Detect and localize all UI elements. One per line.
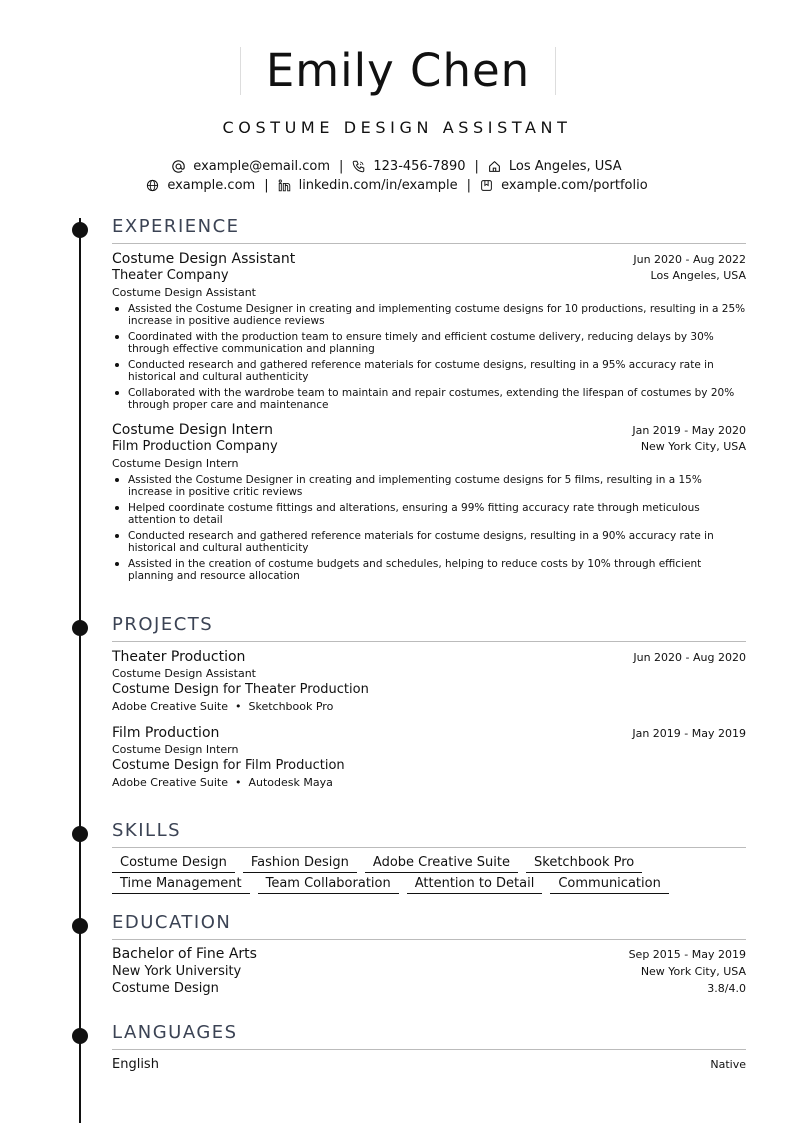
timeline-dot-education <box>72 918 88 934</box>
skill-tag: Time Management <box>112 875 250 894</box>
section-title: PROJECTS <box>112 614 214 635</box>
project-name: Theater Production <box>112 649 246 665</box>
tool-separator: • <box>235 776 242 789</box>
company-location: New York City, USA <box>640 440 746 453</box>
contact-phone[interactable] <box>352 159 465 174</box>
contact-portfolio[interactable] <box>480 178 648 193</box>
language-name: English <box>112 1057 159 1072</box>
contact-website[interactable] <box>146 178 255 193</box>
position-title: Costume Design Assistant <box>112 251 296 267</box>
languages-section <box>112 1021 746 1072</box>
section-title: EDUCATION <box>112 912 232 933</box>
project-entry <box>112 725 746 789</box>
experience-entry <box>112 251 746 411</box>
skill-tag: Adobe Creative Suite <box>365 854 518 873</box>
name-frame <box>240 44 556 97</box>
phone-icon <box>352 160 365 173</box>
section-divider <box>112 641 746 642</box>
website-text: example.com <box>167 178 256 193</box>
linkedin-icon <box>278 179 291 192</box>
language-level: Native <box>710 1058 746 1071</box>
education-section <box>112 911 746 996</box>
section-title: SKILLS <box>112 820 182 841</box>
bullet-item: Conducted research and gathered reference materials for costume designs, resulting in a 90% accuracy rate in historical and cultural authenticity <box>112 530 746 554</box>
project-tools <box>112 700 746 713</box>
skill-tag: Fashion Design <box>243 854 357 873</box>
timeline-dot-languages <box>72 1028 88 1044</box>
company-location: Los Angeles, USA <box>650 269 746 282</box>
tool-tag: Autodesk Maya <box>248 776 333 789</box>
location-text: Los Angeles, USA <box>508 159 622 174</box>
contact-line-2 <box>0 178 794 193</box>
project-role: Costume Design Assistant <box>112 667 256 680</box>
skill-tag: Costume Design <box>112 854 235 873</box>
contact-linkedin[interactable] <box>278 178 458 193</box>
phone-text: 123-456-7890 <box>373 159 466 174</box>
field-of-study: Costume Design <box>112 981 219 996</box>
project-description: Costume Design for Theater Production <box>112 682 369 697</box>
skills-row-1 <box>112 854 746 873</box>
project-name: Film Production <box>112 725 220 741</box>
section-divider <box>112 243 746 244</box>
separator: | <box>339 159 344 174</box>
at-icon <box>172 160 185 173</box>
position-subtitle: Costume Design Intern <box>112 457 239 470</box>
tool-tag: Adobe Creative Suite <box>112 776 228 789</box>
portfolio-icon <box>480 179 493 192</box>
project-description: Costume Design for Film Production <box>112 758 345 773</box>
contact-email[interactable] <box>172 159 330 174</box>
education-dates: Sep 2015 - May 2019 <box>628 948 746 961</box>
contact-line-1 <box>0 159 794 174</box>
skill-tag: Communication <box>550 875 668 894</box>
separator: | <box>264 178 269 193</box>
globe-icon <box>146 179 159 192</box>
bullet-item: Assisted in the creation of costume budgets and schedules, helping to reduce costs by 10% through efficient planning and resource allocation <box>112 558 746 582</box>
bullet-list <box>112 303 746 411</box>
position-subtitle: Costume Design Assistant <box>112 286 256 299</box>
skill-tag: Attention to Detail <box>407 875 543 894</box>
timeline-dot-experience <box>72 222 88 238</box>
section-title: EXPERIENCE <box>112 216 240 237</box>
language-row <box>112 1057 746 1072</box>
company-name: Film Production Company <box>112 439 278 454</box>
bullet-item: Helped coordinate costume fittings and alterations, ensuring a 99% fitting accuracy rate through meticulous attention to detail <box>112 502 746 526</box>
email-text: example@email.com <box>193 159 330 174</box>
company-name: Theater Company <box>112 268 229 283</box>
separator: | <box>474 159 479 174</box>
contact-location <box>488 159 622 174</box>
degree-name: Bachelor of Fine Arts <box>112 946 257 962</box>
skill-tag: Team Collaboration <box>258 875 399 894</box>
position-title: Costume Design Intern <box>112 422 273 438</box>
bullet-item: Assisted the Costume Designer in creating and implementing costume designs for 5 films, resulting in a 15% increase in positive critic reviews <box>112 474 746 498</box>
tool-tag: Sketchbook Pro <box>248 700 334 713</box>
gpa: 3.8/4.0 <box>707 982 746 995</box>
project-role: Costume Design Intern <box>112 743 239 756</box>
bullet-item: Coordinated with the production team to ensure timely and efficient costume delivery, reducing delays by 30% through effective communication and planning <box>112 331 746 355</box>
bullet-item: Assisted the Costume Designer in creating and implementing costume designs for 10 productions, resulting in a 25% increase in positive audience reviews <box>112 303 746 327</box>
project-dates: Jun 2020 - Aug 2020 <box>633 651 746 664</box>
school-location: New York City, USA <box>640 965 746 978</box>
timeline-line <box>79 218 81 1123</box>
candidate-name: Emily Chen <box>265 44 531 97</box>
project-tools <box>112 776 746 789</box>
bullet-item: Collaborated with the wardrobe team to maintain and repair costumes, extending the lifespan of costumes by 20% through proper care and maintenance <box>112 387 746 411</box>
skills-row-2 <box>112 875 746 894</box>
projects-section <box>112 613 746 789</box>
experience-section <box>112 215 746 586</box>
skill-tag: Sketchbook Pro <box>526 854 642 873</box>
bullet-list <box>112 474 746 582</box>
portfolio-text: example.com/portfolio <box>501 178 648 193</box>
tool-tag: Adobe Creative Suite <box>112 700 228 713</box>
separator: | <box>466 178 472 193</box>
experience-entry <box>112 422 746 582</box>
skills-section <box>112 819 746 894</box>
project-entry <box>112 649 746 713</box>
section-divider <box>112 847 746 848</box>
school-name: New York University <box>112 964 242 979</box>
position-dates: Jun 2020 - Aug 2022 <box>633 253 746 266</box>
section-title: LANGUAGES <box>112 1022 238 1043</box>
bullet-item: Conducted research and gathered reference materials for costume designs, resulting in a 95% accuracy rate in historical and cultural authenticity <box>112 359 746 383</box>
home-icon <box>488 160 501 173</box>
section-divider <box>112 1049 746 1050</box>
timeline-dot-projects <box>72 620 88 636</box>
linkedin-text: linkedin.com/in/example <box>298 178 458 193</box>
tool-separator: • <box>235 700 242 713</box>
position-dates: Jan 2019 - May 2020 <box>632 424 746 437</box>
job-title: COSTUME DESIGN ASSISTANT <box>222 118 572 137</box>
timeline-dot-skills <box>72 826 88 842</box>
section-divider <box>112 939 746 940</box>
project-dates: Jan 2019 - May 2019 <box>632 727 746 740</box>
